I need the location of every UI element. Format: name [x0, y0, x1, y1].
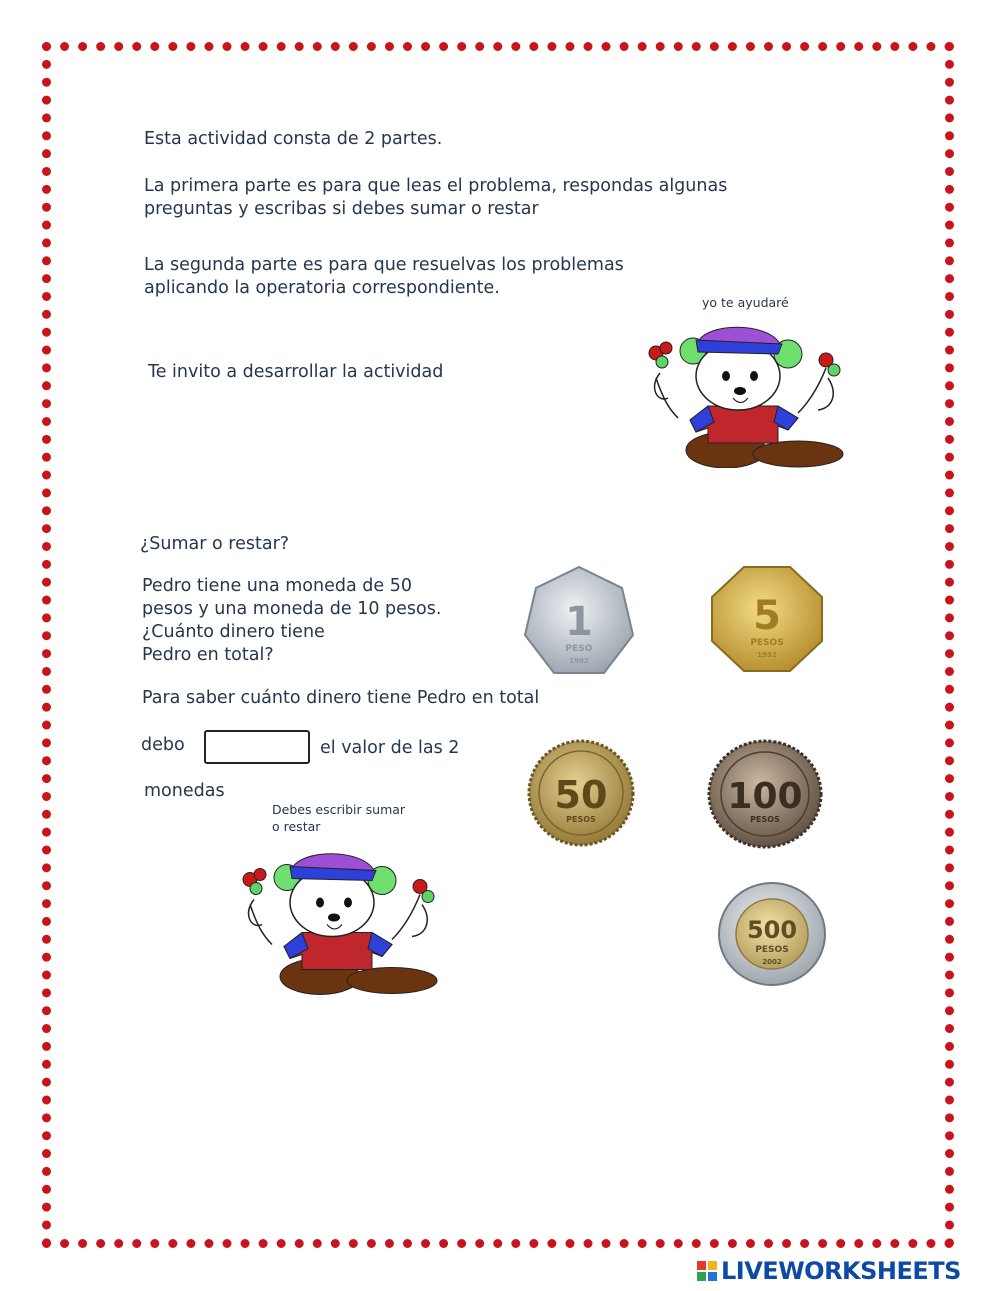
hint-line-2: o restar — [272, 819, 321, 834]
intro-line-3b: aplicando la operatoria correspondiente. — [144, 278, 500, 298]
svg-text:PESO: PESO — [565, 644, 593, 654]
problem-line-4: Pedro en total? — [142, 645, 274, 665]
svg-text:1: 1 — [565, 599, 593, 645]
question-heading: ¿Sumar o restar? — [140, 534, 290, 554]
monedas-label: monedas — [144, 781, 225, 801]
problem-line-3: ¿Cuánto dinero tiene — [142, 622, 325, 642]
coin-500-pesos — [716, 880, 828, 988]
svg-text:500: 500 — [746, 916, 798, 944]
svg-text:1992: 1992 — [569, 657, 589, 665]
coin-50-pesos — [526, 738, 636, 848]
svg-text:PESOS: PESOS — [566, 815, 596, 824]
answer-input[interactable] — [204, 730, 310, 764]
coin-1-peso — [520, 563, 638, 681]
svg-text:PESOS: PESOS — [750, 638, 784, 648]
intro-line-2b: preguntas y escribas si debes sumar o restar — [144, 199, 539, 219]
intro-line-1: Esta actividad consta de 2 partes. — [144, 129, 443, 149]
brand-name: LIVEWORKSHEETS — [721, 1257, 961, 1285]
debo-label: debo — [141, 735, 185, 755]
svg-text:5: 5 — [753, 593, 781, 639]
helper-caption: yo te ayudaré — [702, 295, 789, 310]
svg-text:50: 50 — [554, 773, 608, 817]
problem-line-2: pesos y una moneda de 10 pesos. — [142, 599, 442, 619]
prompt-text: Para saber cuánto dinero tiene Pedro en total — [142, 688, 540, 708]
svg-text:100: 100 — [727, 776, 803, 817]
brand-squares-icon — [697, 1261, 717, 1281]
svg-text:2002: 2002 — [762, 958, 782, 966]
bear-illustration — [638, 318, 848, 468]
problem-line-1: Pedro tiene una moneda de 50 — [142, 576, 412, 596]
intro-line-2a: La primera parte es para que leas el problema, respondas algunas — [144, 176, 728, 196]
svg-text:PESOS: PESOS — [755, 945, 789, 955]
after-field-text: el valor de las 2 — [320, 738, 460, 758]
liveworksheets-logo — [697, 1256, 961, 1286]
invite-text: Te invito a desarrollar la actividad — [148, 362, 444, 382]
coin-100-pesos — [706, 738, 824, 850]
coin-5-pesos — [708, 563, 826, 675]
svg-text:1992: 1992 — [757, 651, 777, 659]
hint-line-1: Debes escribir sumar — [272, 802, 406, 817]
intro-line-3a: La segunda parte es para que resuelvas los problemas — [144, 255, 624, 275]
bear-illustration-helper — [232, 842, 442, 997]
svg-text:PESOS: PESOS — [750, 815, 780, 824]
